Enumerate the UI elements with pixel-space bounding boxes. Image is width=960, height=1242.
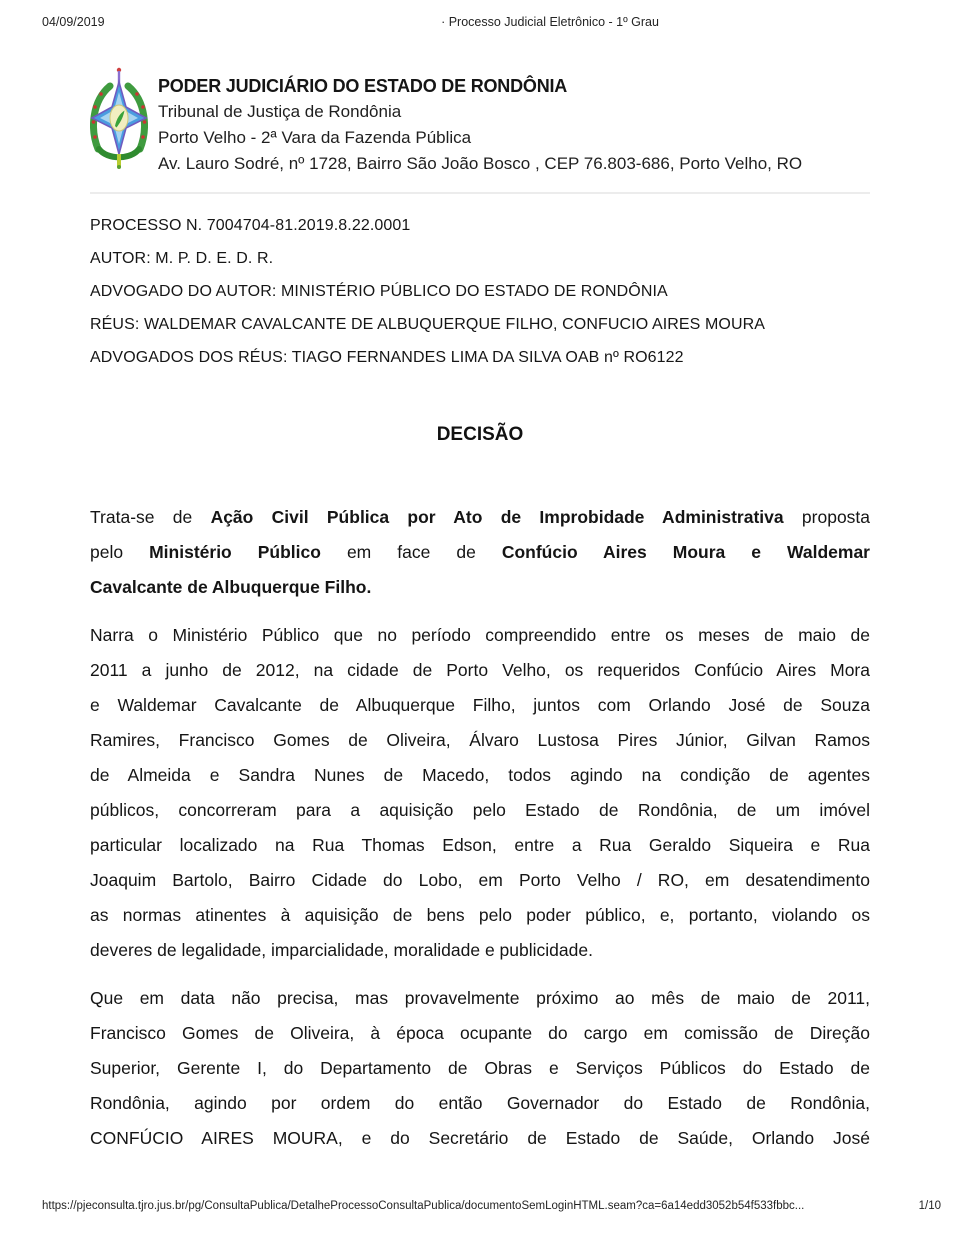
- text-line: públicos, concorreram para a aquisição pelo Estado de Rondônia, de um imóvel: [90, 800, 870, 820]
- text-line: Francisco Gomes de Oliveira, à época ocupante do cargo em comissão de Direção: [90, 1023, 870, 1043]
- text-line: as normas atinentes à aquisição de bens pelo poder público, e, portanto, violando os: [90, 905, 870, 925]
- letterhead: [90, 67, 870, 177]
- text-line: Narra o Ministério Público que no período compreendido entre os meses de maio de: [90, 625, 870, 645]
- text-line: Joaquim Bartolo, Bairro Cidade do Lobo, em Porto Velho / RO, em desatendimento: [90, 870, 870, 890]
- paragraph: [90, 981, 870, 1156]
- paragraph: [90, 618, 870, 968]
- org-name: PODER JUDICIÁRIO DO ESTADO DE RONDÔNIA: [158, 76, 568, 96]
- text-line: Superior, Gerente I, do Departamento de Obras e Serviços Públicos do Estado de: [90, 1058, 870, 1078]
- author-line: AUTOR: M. P. D. E. D. R.: [90, 250, 274, 267]
- court-address: Av. Lauro Sodré, nº 1728, Bairro São João Bosco , CEP 76.803-686, Porto Velho, RO: [158, 154, 803, 173]
- decision-heading: DECISÃO: [436, 424, 524, 445]
- text-line: CONFÚCIO AIRES MOURA, e do Secretário de Estado de Saúde, Orlando José: [90, 1128, 870, 1148]
- text-line: Rondônia, agindo por ordem do então Governador do Estado de Rondônia,: [90, 1093, 870, 1113]
- text-line: pelo Ministério Público em face de Confúcio Aires Moura e Waldemar: [90, 542, 870, 562]
- rondonia-coat-of-arms-icon: [90, 67, 148, 171]
- text-line: Que em data não precisa, mas provavelmente próximo ao mês de maio de 2011,: [90, 988, 870, 1008]
- print-date: 04/09/2019: [42, 15, 105, 29]
- decision-body: [90, 500, 870, 1169]
- text-line: de Almeida e Sandra Nunes de Macedo, todos agindo na condição de agentes: [90, 765, 870, 785]
- case-info: [90, 216, 870, 381]
- text-line: particular localizado na Rua Thomas Edson, entre a Rua Geraldo Siqueira e Rua: [90, 835, 870, 855]
- court-name: Tribunal de Justiça de Rondônia: [158, 102, 402, 121]
- header-divider: [90, 192, 870, 194]
- text-line: Cavalcante de Albuquerque Filho.: [90, 577, 372, 597]
- paragraph: [90, 500, 870, 605]
- text-line: deveres de legalidade, imparcialidade, moralidade e publicidade.: [90, 940, 593, 960]
- defendants-counsel-line: ADVOGADOS DOS RÉUS: TIAGO FERNANDES LIMA DA SILVA OAB nº RO6122: [90, 349, 684, 366]
- defendants-line: RÉUS: WALDEMAR CAVALCANTE DE ALBUQUERQUE FILHO, CONFUCIO AIRES MOURA: [90, 316, 766, 333]
- author-counsel-line: ADVOGADO DO AUTOR: MINISTÉRIO PÚBLICO DO ESTADO DE RONDÔNIA: [90, 283, 668, 300]
- text-line: Trata-se de Ação Civil Pública por Ato de Improbidade Administrativa proposta: [90, 507, 871, 527]
- text-line: 2011 a junho de 2012, na cidade de Porto Velho, os requeridos Confúcio Aires Mora: [90, 660, 870, 680]
- court-division: Porto Velho - 2ª Vara da Fazenda Pública: [158, 128, 472, 147]
- text-line: Ramires, Francisco Gomes de Oliveira, Álvaro Lustosa Pires Júnior, Gilvan Ramos: [90, 730, 870, 750]
- footer-url: https://pjeconsulta.tjro.jus.br/pg/ConsultaPublica/DetalheProcessoConsultaPublica/documentoSemLoginHTML.seam?ca=6a14edd3052b54f533fbbc...: [42, 1200, 805, 1212]
- print-header-title: · Processo Judicial Eletrônico - 1º Grau: [441, 15, 659, 29]
- text-line: e Waldemar Cavalcante de Albuquerque Filho, juntos com Orlando José de Souza: [90, 695, 870, 715]
- page-indicator: 1/10: [918, 1200, 941, 1212]
- letterhead-text: [158, 67, 802, 177]
- process-number: PROCESSO N. 7004704-81.2019.8.22.0001: [90, 217, 411, 234]
